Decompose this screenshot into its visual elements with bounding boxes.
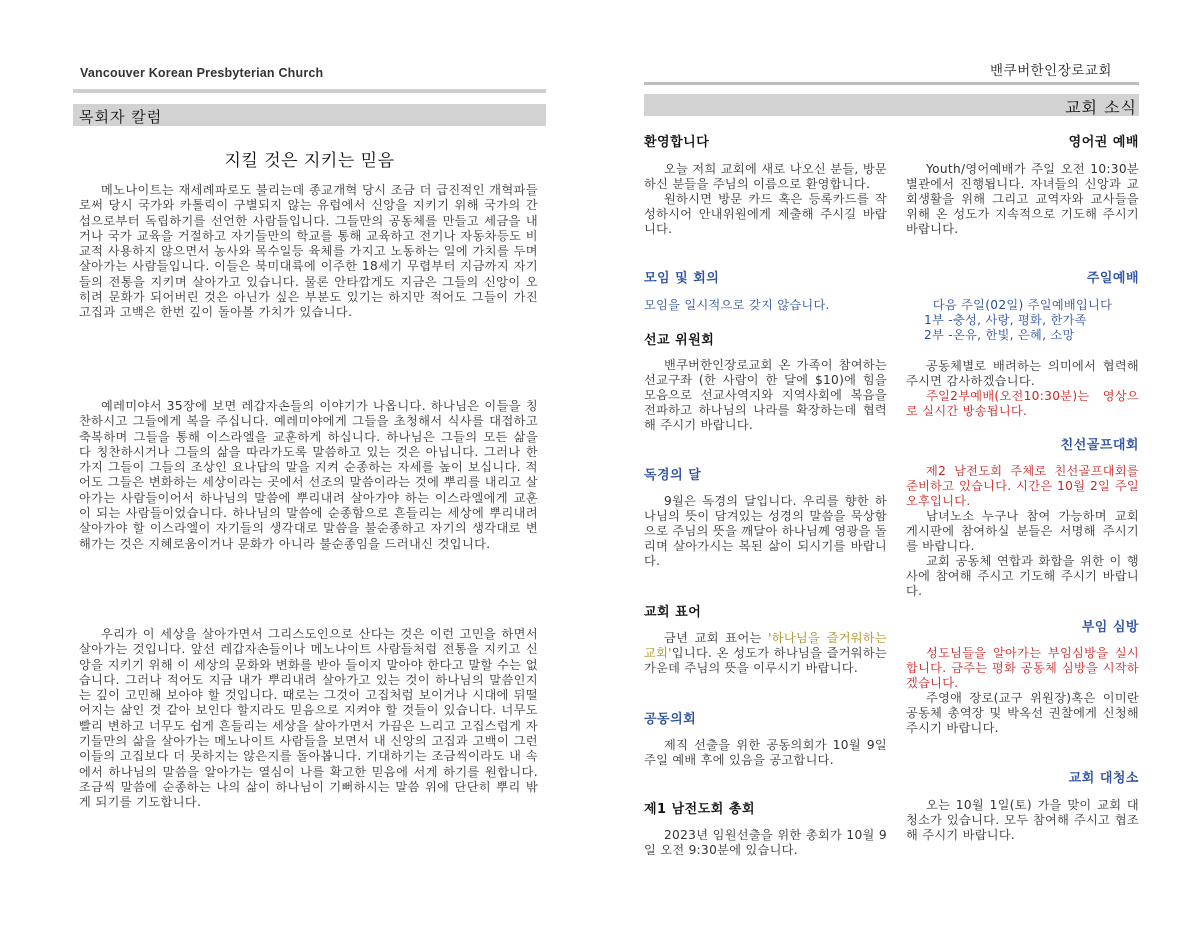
mission-text: 밴쿠버한인장로교회 온 가족이 참여하는 선교구좌 (한 사람이 한 달에 $10)에 힘을 모음으로 선교사역지와 지역사회에 복음을 전파하고 하나님의 나라를 확장하는데 협력해 주시기 바랍니다. — [644, 358, 887, 432]
visitation-text: 성도님들을 알아가는 부임심방을 실시합니다. 금주는 평화 공동체 심방을 시작하겠습니다. 주영애 장로(교구 위원장)혹은 이미란 공동체 총역장 및 박옥선 권찰에게 신청해 주시기 바랍니다. — [906, 646, 1139, 735]
sunday-text: 공동체별로 배려하는 의미에서 협력해 주시면 감사하겠습니다. 주일2부예배(오전10:30분)는 영상으로 실시간 방송됩니다. — [906, 359, 1139, 418]
heading-mission: 선교 위원회 — [644, 333, 715, 348]
church-name-ko: 밴쿠버한인장로교회 — [990, 63, 1112, 79]
column-paragraph-3: 우리가 이 세상을 살아가면서 그리스도인으로 산다는 것은 이런 고민을 하면서 살아가는 것입니다. 앞선 레갑자손들이나 메노나이트 사람들처럼 전통을 지키고 신앙을 지키기 위해 이 세상의 문화와 변화를 받아 들이지 말아야 한다고 말할 수는 없습니다. 그러나 적어도 지금 내가 뿌리내려 살아가고 있는 것이 하나님의 말씀인지는 깊이 고민해 보아야 할 것입니다. 때로는 그것이 고집처럼 보이거나 시대에 뒤떨어지는 삶인 것 같아 보인다 할지라도 믿음으로 지켜야 할 것들이 있습니다. 너무도 빨리 변하고 너무도 쉽게 흔들리는 세상을 살아가면서 가끔은 느리고 고집스럽게 자기들만의 삶을 살아가는 메노나이트 사람들을 보면서 내 신앙의 고집과 고백이 그런 이들의 고집보다 더 못하지는 않은지를 돌아봅니다. 기대하기는 조금씩이라도 내 속에서 하나님의 말씀을 알아가는 열심이 나를 확고한 믿음에 서게 하기를 원합니다. 조금씩 말씀에 순종하는 나의 삶이 하나님이 기뻐하시는 말씀 위에 단단히 뿌리 밖게 되기를 기도합니다. — [79, 627, 538, 810]
reading-text: 9월은 독경의 달입니다. 우리를 향한 하나님의 뜻이 담겨있는 성경의 말씀을 묵상함으로 주님의 뜻을 깨달아 하나님께 영광을 돌리며 살아가시는 복된 삶이 되시기를 바랍니다. — [644, 494, 887, 568]
header-rule — [73, 89, 546, 93]
sunday-broadcast-notice: 주일2부예배(오전10:30분)는 영상으로 실시간 방송됩니다. — [906, 389, 1139, 418]
column-paragraph-1: 메노나이트는 재세례파로도 불리는데 종교개혁 당시 조금 더 급진적인 개혁파들로써 당시 국가와 카톨릭이 구별되지 않는 유럽에서 신앙을 지키기 위해 국가의 간섭으로부터 독립하기를 선언한 사람들입니다. 그들만의 공동체를 만들고 세금을 내거나 국가 교육을 거절하고 자기들만의 학교를 통해 교육하고 전기나 자동차등도 비교적 사용하지 않으면서 농사와 목수일등 육체를 가지고 노동하는 일에 가치를 두며 살아가는 사람들입니다. 이들은 북미대륙에 이주한 18세기 무렵부터 지금까지 자기들의 전통을 지키며 살아가고 있습니다. 물론 안타깝게도 지금은 그들의 신앙이 오히려 문화가 되어버린 것은 아닌가 싶은 부분도 있기는 하지만 적어도 그들이 가진 고집과 고백은 한번 깊이 돌아볼 가치가 있습니다. — [79, 183, 538, 320]
heading-reading-month: 독경의 달 — [644, 468, 702, 483]
motto-highlight: '하나님을 즐거워하는 교회' — [644, 631, 887, 660]
heading-welcome: 환영합니다 — [644, 135, 710, 150]
english-text: Youth/영어예배가 주일 오전 10:30분 별관에서 진행됩니다. 자녀들의 신앙과 교회생활을 위해 그리고 교역자와 교사들을 위해 온 성도가 지속적으로 기도해 주시기 바랍니다. — [906, 162, 1139, 236]
heading-meetings: 모임 및 회의 — [644, 271, 720, 286]
heading-english-service: 영어권 예배 — [1068, 135, 1139, 150]
congregation-text: 제직 선출을 위한 공동의회가 10월 9일 주일 예배 후에 있음을 공고합니다. — [644, 738, 887, 767]
golf-text: 제2 남전도회 주체로 친선골프대회를 준비하고 있습니다. 시간은 10월 2일 주일 오후입니다. 남녀노소 누구나 참여 가능하며 교회 게시판에 참여하실 분들은 서명해 주시기를 바랍니다. 교회 공동체 연합과 화합을 위한 이 행사에 참여해 주시고 기도해 주시기 바랍니다. — [906, 464, 1139, 598]
header-rule — [644, 82, 1139, 85]
church-name-en: Vancouver Korean Presbyterian Church — [80, 66, 324, 80]
heading-presbytery: 제1 남전도회 총회 — [644, 802, 756, 817]
section-bar-pastor-column — [73, 104, 546, 126]
section-title: 목회자 칼럼 — [79, 108, 163, 126]
heading-visitation: 부임 심방 — [1081, 620, 1139, 635]
meetings-text: 모임을 일시적으로 갖지 않습니다. — [644, 298, 830, 312]
heading-cleaning: 교회 대청소 — [1068, 771, 1139, 786]
section-title: 교회 소식 — [1065, 98, 1137, 117]
heading-motto: 교회 표어 — [644, 605, 702, 620]
heading-sunday-service: 주일예배 — [1086, 271, 1139, 286]
sunday-schedule: 다음 주일(02일) 주일예배입니다 1부 -충성, 사랑, 평화, 한가족 2부 -온유, 한빛, 은혜, 소망 — [924, 298, 1113, 342]
column-paragraph-2: 예레미야서 35장에 보면 레갑자손들의 이야기가 나옵니다. 하나님은 이들을 칭찬하시고 그들에게 복을 주십니다. 예레미야에게 그들을 초청해서 식사를 대접하고 축복하며 그들을 통해 이스라엘을 교훈하게 하십니다. 하나님은 그들의 모든 삶을 다 칭찬하시거나 그들의 삶을 따라가도록 말씀하고 있는 것은 아닙니다. 그러나 한가지 그들이 그들의 조상인 요나답의 말을 지켜 순종하는 자세를 높이 보십니다. 적어도 그들은 변화하는 세상이라는 곳에서 선조의 말씀이라는 것에 뿌리를 내리고 살아가는 사람들이어서 하나님의 말씀에 뿌리내려 살아가야 하는 이스라엘에게 교훈이 되는 사람들이었습니다. 하나님의 말씀에 순종함으로 흔들리는 세상에 뿌리내려 살아가야 할 이스라엘이 자기들의 생각대로 말씀을 불순종하고 자기의 생각대로 변해가는 것은 지혜로움이거나 문화가 아니라 불순종임을 드러내신 것입니다. — [79, 399, 538, 551]
heading-golf: 친선골프대회 — [1060, 438, 1139, 453]
heading-congregation: 공동의회 — [644, 712, 697, 727]
welcome-text: 오늘 저희 교회에 새로 나오신 분들, 방문하신 분들을 주님의 이름으로 환영합니다. 원하시면 방문 카드 혹은 등록카드를 작성하시어 안내위원에게 제출해 주시길 바랍니다. — [644, 162, 887, 236]
section-bar-church-news — [644, 94, 1139, 116]
cleaning-text: 오는 10월 1일(토) 가을 맞이 교회 대청소가 있습니다. 모두 참여해 주시고 협조해 주시기 바랍니다. — [906, 798, 1139, 842]
presbytery-text: 2023년 임원선출을 위한 총회가 10월 9일 오전 9:30분에 있습니다. — [644, 828, 887, 857]
column-title: 지킬 것은 지키는 믿음 — [224, 151, 395, 171]
motto-text: 금년 교회 표어는 '하나님을 즐거워하는 교회'입니다. 온 성도가 하나님을 즐거워하는 가운데 주님의 뜻을 이루시기 바랍니다. — [644, 631, 887, 675]
